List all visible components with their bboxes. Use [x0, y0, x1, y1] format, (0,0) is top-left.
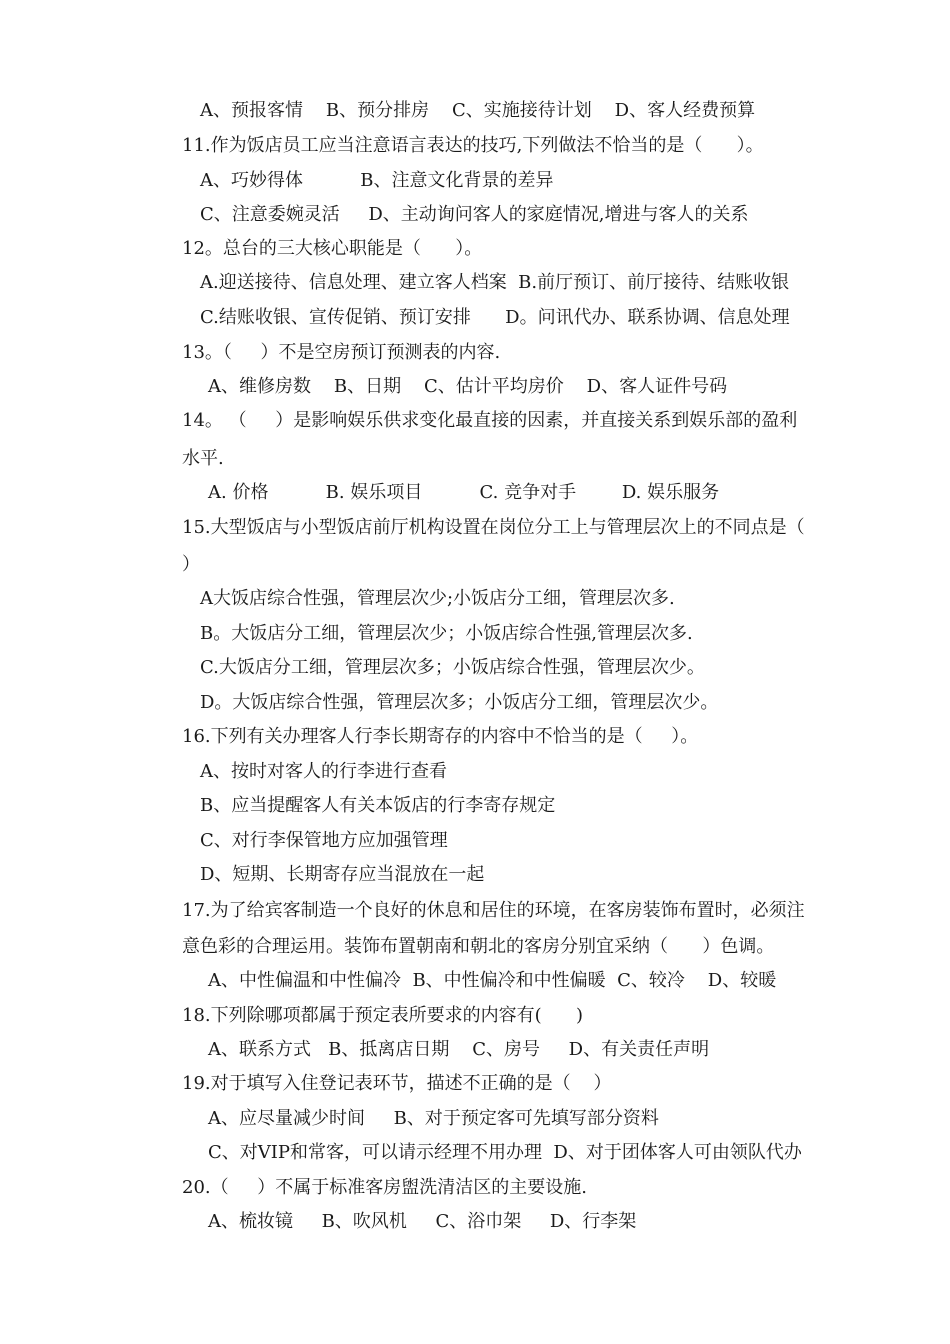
text-line: A、按时对客人的行李进行查看: [200, 761, 447, 782]
question-17: 17.为了给宾客制造一个良好的休息和居住的环境，在客房装饰布置时，必须注: [182, 900, 805, 921]
text-line: A、应尽量减少时间 B、对于预定客可先填写部分资料: [208, 1108, 659, 1129]
text-line: A、预报客情 B、预分排房 C、实施接待计划 D、客人经费预算: [200, 100, 756, 121]
text-line: D。大饭店综合性强，管理层次多；小饭店分工细，管理层次少。: [200, 692, 719, 713]
text-line: A、中性偏温和中性偏冷 B、中性偏冷和中性偏暖 C、较冷 D、较暖: [208, 970, 777, 991]
text-line: A、巧妙得体 B、注意文化背景的差异: [200, 170, 554, 191]
text-line: C.结账收银、宣传促销、预订安排 D。问讯代办、联系协调、信息处理: [200, 307, 790, 328]
text-line: A. 价格 B. 娱乐项目 C. 竞争对手 D. 娱乐服务: [208, 482, 720, 503]
text-line: ）: [182, 554, 200, 575]
text-line: B、应当提醒客人有关本饭店的行李寄存规定: [200, 795, 556, 816]
question-12: 12。总台的三大核心职能是（ ）。: [182, 238, 483, 259]
question-15: 15.大型饭店与小型饭店前厅机构设置在岗位分工上与管理层次上的不同点是（: [182, 517, 805, 538]
text-line: 意色彩的合理运用。装饰布置朝南和朝北的客房分别宜采纳（ ）色调。: [182, 936, 775, 957]
text-line: A、联系方式 B、抵离店日期 C、房号 D、有关责任声明: [208, 1039, 710, 1060]
text-line: C、对行李保管地方应加强管理: [200, 830, 448, 851]
question-18: 18.下列除哪项都属于预定表所要求的内容有( ): [182, 1005, 583, 1026]
text-line: A大饭店综合性强，管理层次少;小饭店分工细，管理层次多.: [200, 588, 675, 609]
question-14: 14。 （ ）是影响娱乐供求变化最直接的因素，并直接关系到娱乐部的盈利: [182, 410, 798, 431]
question-11: 11.作为饭店员工应当注意语言表达的技巧,下列做法不恰当的是（ ）。: [182, 135, 764, 156]
text-line: A、维修房数 B、日期 C、估计平均房价 D、客人证件号码: [208, 376, 728, 397]
question-13: 13。（ ）不是空房预订预测表的内容.: [182, 342, 501, 363]
text-line: C、对VIP和常客，可以请示经理不用办理 D、对于团体客人可由领队代办: [208, 1142, 802, 1163]
question-19: 19.对于填写入住登记表环节，描述不正确的是（ ）: [182, 1073, 612, 1094]
text-line: A、梳妆镜 B、吹风机 C、浴巾架 D、行李架: [208, 1211, 637, 1232]
text-line: 水平.: [182, 448, 224, 469]
text-line: A.迎送接待、信息处理、建立客人档案 B.前厅预订、前厅接待、结账收银: [200, 272, 790, 293]
question-20: 20.（ ）不属于标准客房盥洗清洁区的主要设施.: [182, 1177, 587, 1198]
text-line: C.大饭店分工细，管理层次多；小饭店综合性强，管理层次少。: [200, 657, 705, 678]
text-line: B。大饭店分工细，管理层次少；小饭店综合性强,管理层次多.: [200, 623, 693, 644]
text-line: C、注意委婉灵活 D、主动询问客人的家庭情况,增进与客人的关系: [200, 204, 749, 225]
text-line: D、短期、长期寄存应当混放在一起: [200, 864, 485, 885]
question-16: 16.下列有关办理客人行李长期寄存的内容中不恰当的是（ ）。: [182, 726, 699, 747]
